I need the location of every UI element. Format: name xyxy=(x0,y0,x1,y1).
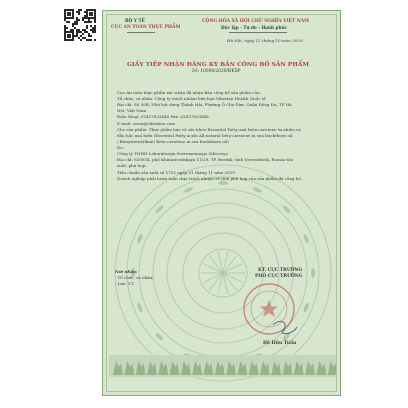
document-number: Số: 10008/2020/ĐKSP xyxy=(192,69,241,74)
body-line: E-mail: swvn@sibwaloo.com xyxy=(117,121,176,126)
official-seal xyxy=(233,279,305,341)
header-left-rule xyxy=(127,32,155,33)
recipient-item: - Lưu: VT. xyxy=(115,281,135,286)
ministry-name: BỘ Y TẾ xyxy=(125,19,145,24)
body-line: dầu hắc mai biển (Essential Fatty acids All-natural beta-carotene in sea buckthorn oil xyxy=(117,133,293,138)
header-right-rule xyxy=(229,32,287,33)
body-line: Địa chỉ: Số 95B, Nhà hát dong Thành Hải, Phường Ô Chợ Dừa, Quận Đống Đa, TP Hà xyxy=(117,102,292,107)
body-line: Do: xyxy=(117,145,125,150)
document-title: GIẤY TIẾP NHẬN ĐĂNG KÝ BẢN CÔNG BỐ SẢN PHẨM xyxy=(127,61,309,68)
body-line: Nội, Việt Nam xyxy=(117,108,147,113)
body-line: Địa chỉ: 630054, phố Khimzavodskaya 11/20, TP. Berdsk, tỉnh Novosibirsk, Russia sản xyxy=(117,157,294,162)
body-line: Doanh nghiệp phải hoàn toàn chịu trách nhiệm về tính phù hợp của sản phẩm đã công bố. xyxy=(117,176,303,181)
body-line: Điện thoại: 02437833848 Fax: 02437833848 xyxy=(117,114,209,119)
body-line: Cho sản phẩm: Thực phẩm bảo vệ sức khỏe Essential Fatty axit beta-carotene tự nhiên và xyxy=(117,127,301,132)
body-line: Tổ chức, cá nhân: Công ty trách nhiệm hữu hạn Siberian Health Quốc tế xyxy=(117,96,266,101)
body-line: xuất, phù hợp. xyxy=(117,163,147,168)
certificate-document xyxy=(102,10,341,396)
recipients-heading: Nơi nhận: xyxy=(115,269,138,274)
qr-code xyxy=(64,9,96,41)
signature-title-1: KT. CỤC TRƯỞNG xyxy=(258,268,303,273)
signer-name: Đỗ Hữu Tuấn xyxy=(263,341,297,346)
body-line: Cục An toàn thực phẩm xác nhận đã nhận Bản công bố sản phẩm của: xyxy=(117,90,261,95)
body-line: Tiêu chuẩn sản xuất số 1752 ngày 21 tháng 11 năm 2019 xyxy=(117,170,235,175)
department-name: CỤC AN TOÀN THỰC PHẨM xyxy=(111,25,181,30)
place-date: Hà Nội, ngày 12 tháng 10 năm 2020 xyxy=(227,38,303,43)
national-motto: Độc lập - Tự do - Hạnh phúc xyxy=(221,25,288,30)
decorative-bottom-band xyxy=(109,347,336,385)
recipient-item: - Tổ chức, cá nhân; xyxy=(115,275,154,280)
body-line: Công ty TNHH Laboratoriya Sovremennogo Zdorovya xyxy=(117,151,228,156)
signature-title-2: PHÓ CỤC TRƯỞNG xyxy=(255,274,303,279)
country-name: CỘNG HÒA XÃ HỘI CHỦ NGHĨA VIỆT NAM xyxy=(202,19,310,24)
qr-code-pattern xyxy=(64,9,96,41)
body-line: / Biosyntesis(Ikan) Beta-carotene in sea buckthorn oil) xyxy=(117,139,229,144)
